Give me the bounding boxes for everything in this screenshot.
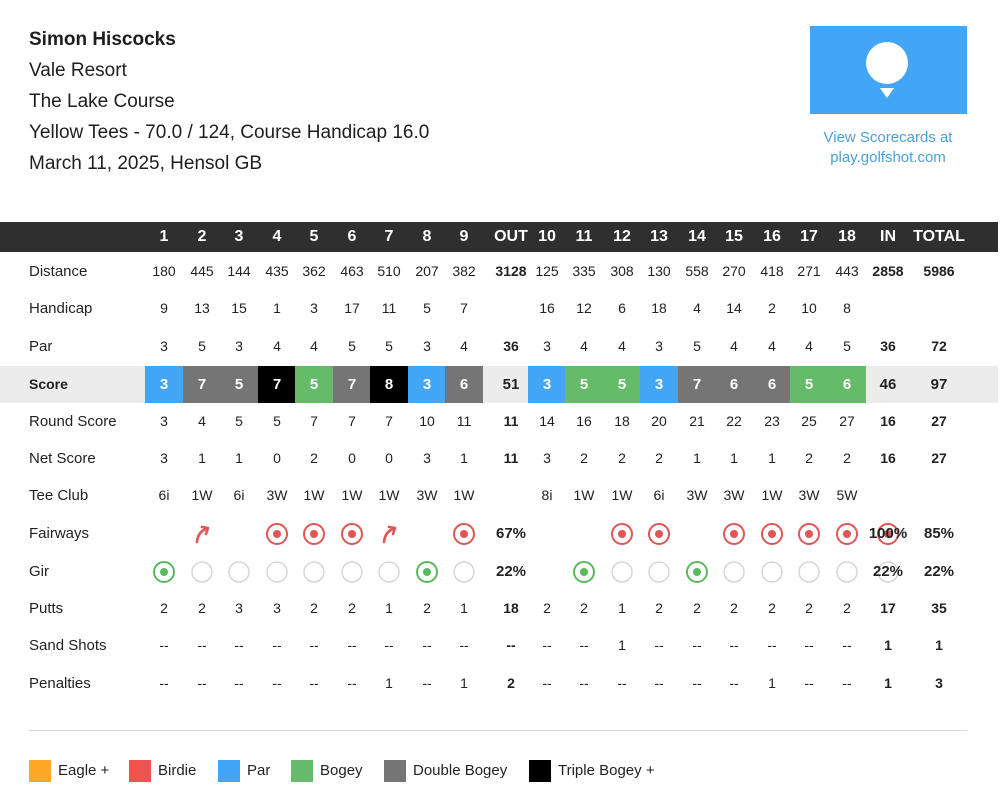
table-cell: -- bbox=[309, 637, 319, 653]
table-cell: 3 bbox=[273, 600, 281, 616]
table-cell: -- bbox=[506, 637, 516, 653]
table-cell: 5W bbox=[836, 487, 858, 503]
legend-swatch bbox=[384, 760, 406, 782]
table-cell: 1W bbox=[611, 487, 633, 503]
table-cell: 72 bbox=[931, 338, 947, 354]
course-name: The Lake Course bbox=[29, 91, 175, 112]
table-cell: 3W bbox=[266, 487, 288, 503]
score-cell: 5 bbox=[790, 366, 828, 403]
row-label-score: Score bbox=[29, 376, 68, 392]
table-cell: 1 bbox=[730, 450, 738, 466]
row-label-distance: Distance bbox=[29, 263, 88, 280]
column-header: OUT bbox=[494, 228, 528, 245]
table-cell: 463 bbox=[340, 263, 364, 279]
table-cell: 17 bbox=[344, 300, 360, 316]
table-cell: 21 bbox=[689, 413, 705, 429]
table-cell: -- bbox=[234, 675, 244, 691]
fairway-hit-icon bbox=[760, 522, 784, 551]
table-cell: 180 bbox=[152, 263, 176, 279]
table-cell: 36 bbox=[880, 338, 896, 354]
table-cell: 3 bbox=[160, 450, 168, 466]
table-cell: 7 bbox=[460, 300, 468, 316]
table-cell: 2 bbox=[423, 600, 431, 616]
table-cell: 1W bbox=[303, 487, 325, 503]
fairway-hit-icon bbox=[797, 522, 821, 551]
table-cell: 27 bbox=[839, 413, 855, 429]
table-cell: 13 bbox=[194, 300, 210, 316]
table-cell: 1 bbox=[460, 675, 468, 691]
score-cell: 97 bbox=[930, 376, 948, 393]
legend-label: Par bbox=[247, 762, 271, 779]
table-cell: 2 bbox=[768, 300, 776, 316]
table-cell: 382 bbox=[452, 263, 476, 279]
legend-label: Birdie bbox=[158, 762, 197, 779]
table-cell: 130 bbox=[647, 263, 671, 279]
fairway-hit-icon bbox=[835, 522, 859, 551]
table-cell: 18 bbox=[503, 600, 519, 616]
table-cell: 2 bbox=[348, 600, 356, 616]
table-cell: 11 bbox=[381, 300, 397, 316]
table-cell: 0 bbox=[273, 450, 281, 466]
table-cell: -- bbox=[729, 675, 739, 691]
column-header: 3 bbox=[234, 228, 244, 245]
table-cell: 4 bbox=[693, 300, 701, 316]
score-cell: 6 bbox=[753, 366, 791, 403]
fairway-hit-icon bbox=[302, 522, 326, 551]
table-cell: 6i bbox=[158, 487, 170, 503]
table-cell: 3 bbox=[655, 338, 663, 354]
table-cell: -- bbox=[842, 637, 852, 653]
table-cell: 5 bbox=[235, 413, 243, 429]
score-cell: 3 bbox=[640, 366, 678, 403]
column-header: 1 bbox=[159, 228, 169, 245]
column-header: 12 bbox=[613, 228, 631, 245]
table-cell: 9 bbox=[160, 300, 168, 316]
table-cell: 1 bbox=[693, 450, 701, 466]
table-cell: 2 bbox=[543, 600, 551, 616]
golfshot-logo[interactable] bbox=[810, 26, 967, 114]
row-label-handicap: Handicap bbox=[29, 300, 93, 317]
gir-miss-icon bbox=[647, 560, 671, 589]
table-cell: 2 bbox=[580, 600, 588, 616]
table-cell: 1W bbox=[378, 487, 400, 503]
table-cell: -- bbox=[542, 675, 552, 691]
table-cell: 12 bbox=[576, 300, 592, 316]
table-cell: 3128 bbox=[495, 263, 527, 279]
table-cell: 7 bbox=[310, 413, 318, 429]
column-header: 5 bbox=[309, 228, 319, 245]
table-cell: 6i bbox=[233, 487, 245, 503]
table-cell: 0 bbox=[348, 450, 356, 466]
score-cell: 8 bbox=[370, 366, 408, 403]
score-cell: 3 bbox=[528, 366, 566, 403]
score-cell: 6 bbox=[715, 366, 753, 403]
column-header: 4 bbox=[272, 228, 282, 245]
fairways-in-value: 100% bbox=[868, 525, 908, 542]
column-header: 17 bbox=[800, 228, 818, 245]
table-cell: 6i bbox=[653, 487, 665, 503]
table-cell: 20 bbox=[651, 413, 667, 429]
gir-total-value: 22% bbox=[923, 563, 955, 580]
fairway-miss-right-icon bbox=[190, 522, 214, 551]
table-cell: 0 bbox=[385, 450, 393, 466]
column-header: 13 bbox=[650, 228, 668, 245]
table-cell: 4 bbox=[618, 338, 626, 354]
table-cell: 22 bbox=[726, 413, 742, 429]
table-cell: 14 bbox=[539, 413, 555, 429]
table-cell: 3 bbox=[310, 300, 318, 316]
table-cell: -- bbox=[617, 675, 627, 691]
resort-name: Vale Resort bbox=[29, 60, 127, 81]
table-cell: 3 bbox=[543, 338, 551, 354]
legend-swatch bbox=[29, 760, 51, 782]
gir-miss-icon bbox=[265, 560, 289, 589]
table-cell: 14 bbox=[726, 300, 742, 316]
table-cell: 5 bbox=[385, 338, 393, 354]
table-cell: -- bbox=[767, 637, 777, 653]
table-cell: 418 bbox=[760, 263, 784, 279]
date-location: March 11, 2025, Hensol GB bbox=[29, 153, 263, 174]
score-cell: 3 bbox=[145, 366, 183, 403]
table-cell: 2 bbox=[655, 600, 663, 616]
gir-miss-icon bbox=[797, 560, 821, 589]
gir-miss-icon bbox=[340, 560, 364, 589]
table-cell: 3 bbox=[543, 450, 551, 466]
table-cell: -- bbox=[347, 637, 357, 653]
table-cell: 16 bbox=[539, 300, 555, 316]
score-cell: 7 bbox=[258, 366, 296, 403]
column-header: 7 bbox=[384, 228, 394, 245]
score-cell: 6 bbox=[828, 366, 866, 403]
table-cell: 335 bbox=[572, 263, 596, 279]
table-cell: 1 bbox=[618, 600, 626, 616]
score-cell: 7 bbox=[678, 366, 716, 403]
table-cell: -- bbox=[579, 675, 589, 691]
legend-divider bbox=[29, 730, 967, 731]
table-cell: -- bbox=[197, 637, 207, 653]
table-cell: 2 bbox=[805, 600, 813, 616]
table-cell: -- bbox=[654, 675, 664, 691]
view-scorecards-link[interactable]: View Scorecards at play.golfshot.com bbox=[823, 129, 953, 166]
table-cell: 207 bbox=[415, 263, 439, 279]
table-cell: 1W bbox=[761, 487, 783, 503]
gir-miss-icon bbox=[610, 560, 634, 589]
table-cell: 558 bbox=[685, 263, 709, 279]
table-cell: 11 bbox=[456, 413, 472, 429]
fairway-miss-right-icon bbox=[377, 522, 401, 551]
column-header: 16 bbox=[763, 228, 781, 245]
gir-miss-icon bbox=[835, 560, 859, 589]
table-cell: 1 bbox=[235, 450, 243, 466]
column-header: 11 bbox=[575, 228, 593, 245]
table-cell: 11 bbox=[503, 413, 519, 429]
table-cell: -- bbox=[804, 675, 814, 691]
table-cell: 10 bbox=[801, 300, 817, 316]
gir-miss-icon bbox=[452, 560, 476, 589]
score-cell: 5 bbox=[603, 366, 641, 403]
table-cell: 5 bbox=[843, 338, 851, 354]
golf-ball-on-tee-icon bbox=[810, 26, 967, 114]
gir-out-value: 22% bbox=[495, 563, 527, 580]
gir-hit-icon bbox=[152, 560, 176, 589]
table-cell: 435 bbox=[265, 263, 289, 279]
column-header: 8 bbox=[422, 228, 432, 245]
table-cell: 2 bbox=[655, 450, 663, 466]
gir-miss-icon bbox=[227, 560, 251, 589]
table-cell: 3 bbox=[423, 450, 431, 466]
column-header: 2 bbox=[197, 228, 207, 245]
table-cell: -- bbox=[159, 637, 169, 653]
table-cell: 3 bbox=[235, 600, 243, 616]
table-cell: -- bbox=[197, 675, 207, 691]
table-cell: 6 bbox=[618, 300, 626, 316]
table-cell: 2 bbox=[843, 450, 851, 466]
table-cell: -- bbox=[159, 675, 169, 691]
table-cell: 1 bbox=[884, 637, 892, 653]
tee-info: Yellow Tees - 70.0 / 124, Course Handicap 16.0 bbox=[29, 122, 430, 143]
column-header: 10 bbox=[538, 228, 556, 245]
table-cell: 5986 bbox=[923, 263, 955, 279]
legend-label: Double Bogey bbox=[413, 762, 508, 779]
table-cell: 3 bbox=[935, 675, 943, 691]
table-cell: 2 bbox=[310, 600, 318, 616]
table-cell: 3W bbox=[416, 487, 438, 503]
table-cell: -- bbox=[692, 637, 702, 653]
table-cell: 1 bbox=[273, 300, 281, 316]
table-cell: 23 bbox=[764, 413, 780, 429]
gir-hit-icon bbox=[685, 560, 709, 589]
fairway-hit-icon bbox=[722, 522, 746, 551]
table-cell: 3 bbox=[160, 413, 168, 429]
table-cell: 3W bbox=[798, 487, 820, 503]
table-cell: 1W bbox=[453, 487, 475, 503]
column-header: 14 bbox=[688, 228, 706, 245]
table-cell: 2 bbox=[580, 450, 588, 466]
table-cell: 3 bbox=[235, 338, 243, 354]
table-cell: -- bbox=[804, 637, 814, 653]
column-header: 9 bbox=[459, 228, 469, 245]
table-cell: -- bbox=[384, 637, 394, 653]
table-cell: 2 bbox=[618, 450, 626, 466]
table-cell: 270 bbox=[722, 263, 746, 279]
table-cell: 27 bbox=[931, 413, 947, 429]
table-cell: 18 bbox=[614, 413, 630, 429]
table-cell: 1W bbox=[573, 487, 595, 503]
table-cell: -- bbox=[729, 637, 739, 653]
table-cell: 25 bbox=[801, 413, 817, 429]
fairway-hit-icon bbox=[610, 522, 634, 551]
table-cell: 4 bbox=[273, 338, 281, 354]
table-cell: 2 bbox=[730, 600, 738, 616]
table-cell: 5 bbox=[348, 338, 356, 354]
table-cell: 3W bbox=[686, 487, 708, 503]
gir-miss-icon bbox=[377, 560, 401, 589]
table-cell: 362 bbox=[302, 263, 326, 279]
fairway-hit-icon bbox=[647, 522, 671, 551]
table-cell: 510 bbox=[377, 263, 401, 279]
table-cell: -- bbox=[459, 637, 469, 653]
table-cell: 1W bbox=[341, 487, 363, 503]
table-cell: 10 bbox=[419, 413, 435, 429]
row-label-round-score: Round Score bbox=[29, 413, 117, 430]
table-cell: 4 bbox=[198, 413, 206, 429]
legend-label: Eagle + bbox=[58, 762, 110, 779]
column-header: 6 bbox=[347, 228, 357, 245]
fairway-hit-icon bbox=[340, 522, 364, 551]
table-cell: 36 bbox=[503, 338, 519, 354]
score-cell: 3 bbox=[408, 366, 446, 403]
row-label-putts: Putts bbox=[29, 600, 64, 617]
score-cell: 5 bbox=[295, 366, 333, 403]
table-cell: 1 bbox=[618, 637, 626, 653]
table-cell: 7 bbox=[385, 413, 393, 429]
table-cell: 4 bbox=[580, 338, 588, 354]
table-cell: 1W bbox=[191, 487, 213, 503]
gir-miss-icon bbox=[302, 560, 326, 589]
table-cell: 144 bbox=[227, 263, 251, 279]
table-cell: 445 bbox=[190, 263, 214, 279]
table-cell: 5 bbox=[693, 338, 701, 354]
table-cell: 2 bbox=[507, 675, 515, 691]
table-cell: -- bbox=[347, 675, 357, 691]
score-cell: 7 bbox=[183, 366, 221, 403]
score-cell: 5 bbox=[565, 366, 603, 403]
legend-label: Triple Bogey + bbox=[558, 762, 655, 779]
gir-miss-icon bbox=[190, 560, 214, 589]
table-cell: 5 bbox=[423, 300, 431, 316]
table-cell: -- bbox=[272, 637, 282, 653]
row-label-fairways: Fairways bbox=[29, 525, 90, 542]
table-cell: 4 bbox=[310, 338, 318, 354]
table-cell: 2 bbox=[805, 450, 813, 466]
fairways-out-value: 67% bbox=[495, 525, 527, 542]
table-cell: -- bbox=[309, 675, 319, 691]
table-cell: 2 bbox=[160, 600, 168, 616]
row-label-gir: Gir bbox=[29, 563, 49, 580]
table-cell: -- bbox=[542, 637, 552, 653]
table-cell: 1 bbox=[768, 450, 776, 466]
table-cell: 125 bbox=[535, 263, 559, 279]
table-cell: 2 bbox=[198, 600, 206, 616]
table-cell: 4 bbox=[730, 338, 738, 354]
legend-swatch bbox=[129, 760, 151, 782]
table-cell: 3W bbox=[723, 487, 745, 503]
table-cell: 16 bbox=[880, 450, 896, 466]
table-cell: -- bbox=[234, 637, 244, 653]
table-cell: 2 bbox=[768, 600, 776, 616]
table-cell: -- bbox=[654, 637, 664, 653]
legend-swatch bbox=[291, 760, 313, 782]
table-cell: 3 bbox=[160, 338, 168, 354]
table-cell: 1 bbox=[460, 450, 468, 466]
table-cell: 15 bbox=[231, 300, 247, 316]
row-label-tee-club: Tee Club bbox=[29, 487, 89, 504]
player-name: Simon Hiscocks bbox=[29, 29, 176, 50]
score-cell: 5 bbox=[220, 366, 258, 403]
table-cell: 27 bbox=[931, 450, 947, 466]
table-cell: 4 bbox=[768, 338, 776, 354]
table-cell: -- bbox=[842, 675, 852, 691]
row-label-par: Par bbox=[29, 338, 53, 355]
table-cell: 2858 bbox=[872, 263, 904, 279]
table-cell: 11 bbox=[503, 450, 519, 466]
gir-miss-icon bbox=[760, 560, 784, 589]
table-cell: 1 bbox=[198, 450, 206, 466]
column-header: TOTAL bbox=[913, 228, 965, 245]
table-cell: 8 bbox=[843, 300, 851, 316]
table-cell: 4 bbox=[805, 338, 813, 354]
table-cell: 17 bbox=[880, 600, 896, 616]
table-cell: 2 bbox=[693, 600, 701, 616]
fairway-hit-icon bbox=[265, 522, 289, 551]
gir-in-value: 22% bbox=[872, 563, 904, 580]
table-cell: 1 bbox=[385, 600, 393, 616]
table-cell: -- bbox=[579, 637, 589, 653]
table-cell: 16 bbox=[576, 413, 592, 429]
table-cell: -- bbox=[272, 675, 282, 691]
row-label-sand-shots: Sand Shots bbox=[29, 637, 107, 654]
row-label-net-score: Net Score bbox=[29, 450, 96, 467]
table-cell: -- bbox=[422, 675, 432, 691]
table-cell: 16 bbox=[880, 413, 896, 429]
column-header: 15 bbox=[725, 228, 743, 245]
row-label-penalties: Penalties bbox=[29, 675, 91, 692]
table-cell: 3 bbox=[423, 338, 431, 354]
fairways-total-value: 85% bbox=[923, 525, 955, 542]
legend-swatch bbox=[529, 760, 551, 782]
table-cell: 1 bbox=[460, 600, 468, 616]
table-cell: 443 bbox=[835, 263, 859, 279]
table-cell: 35 bbox=[931, 600, 947, 616]
score-cell: 46 bbox=[879, 376, 897, 393]
table-cell: 2 bbox=[310, 450, 318, 466]
score-cell: 51 bbox=[502, 376, 520, 393]
table-cell: 1 bbox=[768, 675, 776, 691]
score-cell: 7 bbox=[333, 366, 371, 403]
table-cell: 5 bbox=[198, 338, 206, 354]
column-header: IN bbox=[880, 228, 896, 245]
legend-swatch bbox=[218, 760, 240, 782]
gir-miss-icon bbox=[722, 560, 746, 589]
table-cell: 271 bbox=[797, 263, 821, 279]
legend-label: Bogey bbox=[320, 762, 363, 779]
gir-hit-icon bbox=[415, 560, 439, 589]
table-cell: 7 bbox=[348, 413, 356, 429]
table-cell: 8i bbox=[541, 487, 553, 503]
table-cell: 1 bbox=[935, 637, 943, 653]
table-cell: 308 bbox=[610, 263, 634, 279]
table-cell: 1 bbox=[385, 675, 393, 691]
table-cell: 5 bbox=[273, 413, 281, 429]
score-cell: 6 bbox=[445, 366, 483, 403]
fairway-hit-icon bbox=[452, 522, 476, 551]
table-cell: 18 bbox=[651, 300, 667, 316]
table-cell: -- bbox=[692, 675, 702, 691]
column-header: 18 bbox=[838, 228, 856, 245]
table-cell: -- bbox=[422, 637, 432, 653]
table-cell: 2 bbox=[843, 600, 851, 616]
gir-hit-icon bbox=[572, 560, 596, 589]
table-cell: 4 bbox=[460, 338, 468, 354]
table-cell: 1 bbox=[884, 675, 892, 691]
